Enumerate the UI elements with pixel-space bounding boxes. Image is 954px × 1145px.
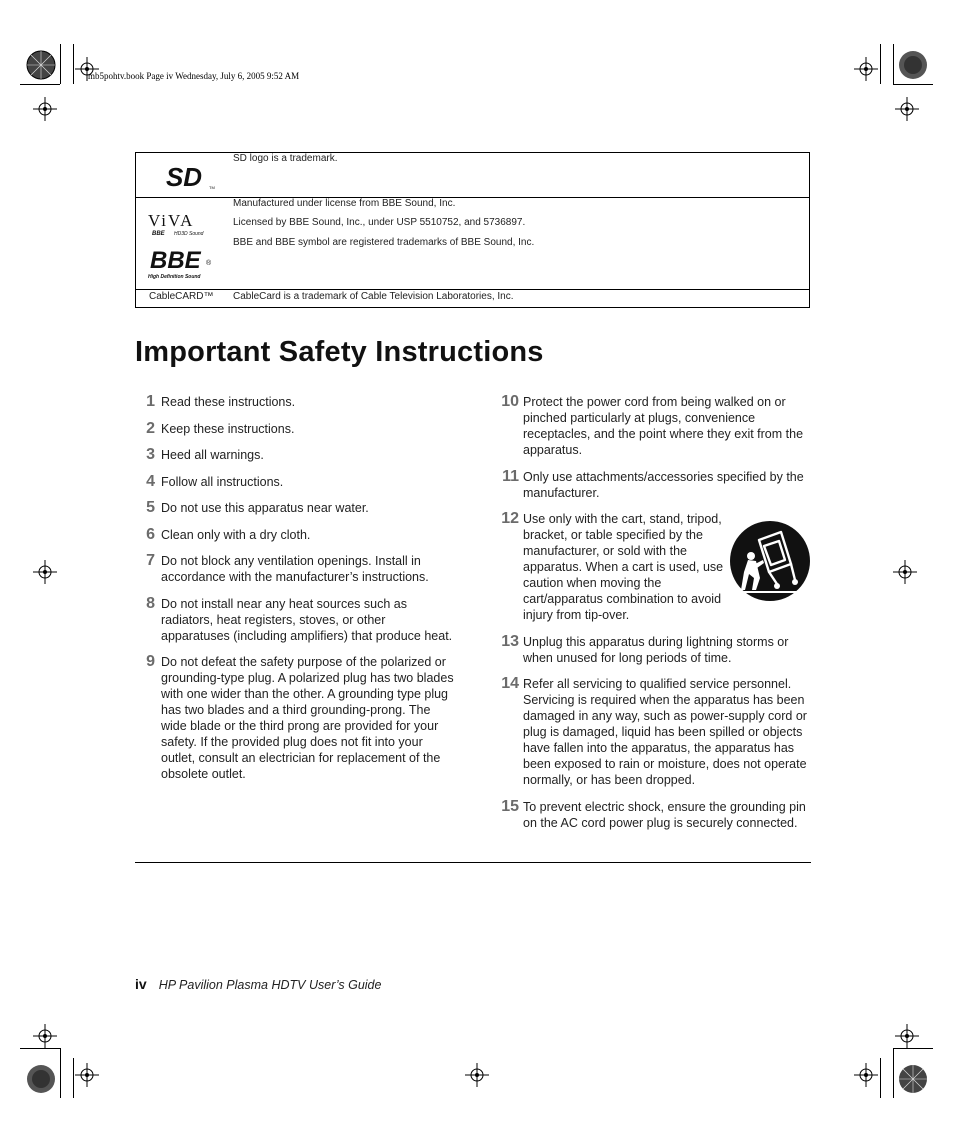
crosshair-icon (33, 97, 57, 121)
list-item: 14 Refer all servicing to qualified service personnel. Servicing is required when the apparatus has been damaged in any way, such as power-supply cord or plug is damaged, liquid has been spilled or objects have fallen into the apparatus, the apparatus has been exposed to rain or moisture, does not operate normally, or has been dropped. (501, 675, 807, 787)
list-item: 13 Unplug this apparatus during lightning storms or when unused for long periods of time. (501, 632, 789, 665)
list-item: 7 Do not block any ventilation openings. Install in accordance with the manufacturer’s instructions. (146, 552, 429, 584)
crosshair-icon (893, 560, 917, 584)
viva-logo: ViVA (148, 211, 195, 230)
page-number: iv (135, 976, 147, 992)
crosshair-icon (854, 1063, 878, 1087)
svg-text:SD: SD (165, 162, 203, 192)
crosshair-icon (465, 1063, 489, 1087)
list-item: 2 Keep these instructions. (146, 419, 295, 437)
instructions-left-column (135, 394, 455, 793)
registration-mark-icon (24, 48, 58, 82)
sd-logo (136, 161, 232, 193)
svg-text:TM: TM (209, 185, 215, 190)
svg-text:HD3D Sound: HD3D Sound (174, 231, 204, 237)
svg-text:®: ® (206, 260, 212, 267)
cart-tip-over-warning-icon (729, 520, 811, 602)
trademark-table (135, 152, 810, 308)
bbe-logo: BBE (150, 247, 201, 274)
crosshair-icon (895, 1024, 919, 1048)
list-item: 9 Do not defeat the safety purpose of the polarized or grounding-type plug. A polarized plug has two blades with one wider than the other. A grounding type plug has two blades and a third grounding-prong. The wide blade or the third prong are provided for your safety. If the provided plug does not fit into your outlet, consult an electrician for replacement of the obsolete outlet. (146, 653, 454, 781)
registration-mark-icon (896, 48, 930, 82)
list-item: 4 Follow all instructions. (146, 472, 284, 490)
bbe-logos (136, 210, 232, 282)
trademark-row-cablecard (136, 290, 809, 308)
list-item: 11 Only use attachments/accessories specified by the manufacturer. (502, 467, 804, 500)
section-divider (135, 862, 811, 863)
crosshair-icon (75, 1063, 99, 1087)
guide-title: HP Pavilion Plasma HDTV User’s Guide (158, 978, 382, 992)
sd-trademark-text: SD logo is a trademark. (233, 153, 338, 164)
print-header-note: mb5pohtv.book Page iv Wednesday, July 6, 2005 9:52 AM (88, 71, 300, 81)
list-item: 6 Clean only with a dry cloth. (146, 525, 311, 543)
page-title: Important Safety Instructions (135, 336, 544, 368)
trademark-row-bbe (136, 198, 809, 290)
trademark-row-sd (136, 153, 809, 198)
svg-text:High Definition Sound: High Definition Sound (148, 274, 201, 280)
bbe-line-2: Licensed by BBE Sound, Inc., under USP 5510752, and 5736897. (233, 217, 526, 228)
list-item: 15 To prevent electric shock, ensure the grounding pin on the AC cord power plug is securely connected. (501, 797, 806, 830)
crosshair-icon (33, 560, 57, 584)
bbe-line-3: BBE and BBE symbol are registered trademarks of BBE Sound, Inc. (233, 237, 535, 248)
list-item: 3 Heed all warnings. (146, 446, 264, 463)
crosshair-icon (895, 97, 919, 121)
registration-mark-icon (896, 1062, 930, 1096)
cablecard-label: CableCARD™ (149, 291, 214, 302)
list-item: 8 Do not install near any heat sources such as radiators, heat registers, stoves, or other apparatuses (including amplifiers) that produce heat. (146, 594, 453, 643)
instructions-right-column (497, 394, 817, 841)
cablecard-text: CableCard is a trademark of Cable Television Laboratories, Inc. (233, 291, 514, 302)
registration-mark-icon (24, 1062, 58, 1096)
list-item: 1 Read these instructions. (146, 393, 296, 410)
crosshair-icon (33, 1024, 57, 1048)
list-item: 10 Protect the power cord from being walked on or pinched particularly at plugs, convenience receptacles, and the point where they exit from the apparatus. (501, 393, 804, 457)
list-item: 5 Do not use this apparatus near water. (146, 499, 369, 516)
crosshair-icon (854, 57, 878, 81)
bbe-line-1: Manufactured under license from BBE Sound, Inc. (233, 198, 456, 209)
page-footer (135, 976, 381, 994)
svg-text:BBE: BBE (152, 231, 165, 237)
list-item: 12 Use only with the cart, stand, tripod, bracket, or table specified by the manufacturer, or sold with the apparatus. When a cart is used, use caution when moving the cart/apparatus combination to avoid injury from tip-over. (501, 510, 724, 622)
